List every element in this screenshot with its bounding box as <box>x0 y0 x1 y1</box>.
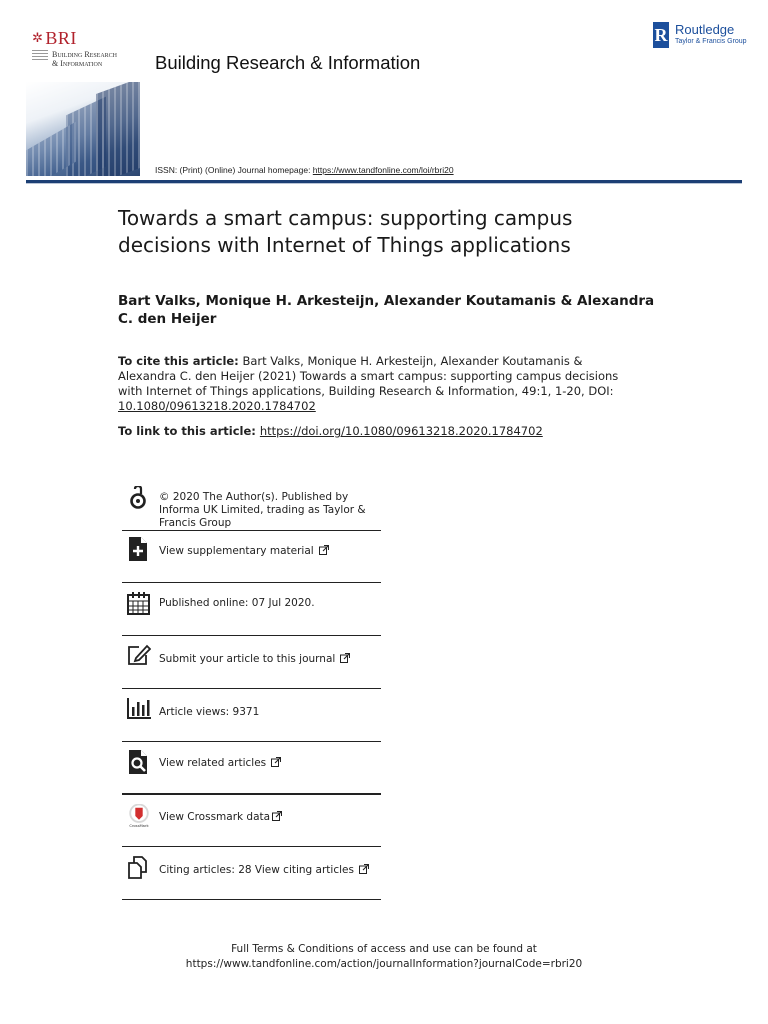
cite-label: To cite this article: <box>118 354 239 368</box>
views-row <box>122 689 381 742</box>
citing-label: Citing articles: 28 View citing articles <box>159 864 354 876</box>
article-views: Article views: 9371 <box>159 706 260 718</box>
crossmark-badge-text: CrossMark <box>129 824 149 828</box>
supplementary-icon <box>127 537 151 561</box>
bri-mark-text: BRI <box>45 28 77 48</box>
citation <box>118 354 638 414</box>
crossmark-icon <box>127 804 151 828</box>
bri-sub-line2: & Information <box>52 59 103 68</box>
article-info-list <box>122 484 381 900</box>
bri-decoration <box>32 50 48 70</box>
issn-text: ISSN: (Print) (Online) Journal homepage: <box>155 165 313 175</box>
external-link-icon <box>319 545 329 555</box>
citing-icon <box>127 856 151 880</box>
related-row[interactable] <box>122 742 381 795</box>
cite-text: Bart Valks, Monique H. Arkesteijn, Alexander Koutamanis & Alexandra C. den Heijer (2021) Towards a smart campus: supporting campus decisions with Internet of Things applications, Building Research & Information, 49:1, 1-20, DOI: <box>118 354 619 398</box>
footer <box>0 942 768 972</box>
cover-image <box>26 82 140 176</box>
publisher-logo[interactable] <box>653 22 753 50</box>
published-row <box>122 583 381 636</box>
bri-sub-line1: Building Research <box>52 50 118 59</box>
supplementary-label: View supplementary material <box>159 545 314 557</box>
article-link <box>118 424 638 439</box>
submit-label: Submit your article to this journal <box>159 653 336 665</box>
citing-row[interactable] <box>122 847 381 900</box>
calendar-icon <box>127 591 151 615</box>
license-row <box>122 484 381 531</box>
article-authors: Bart Valks, Monique H. Arkesteijn, Alexander Koutamanis & Alexandra C. den Heijer <box>118 293 655 327</box>
submit-row[interactable] <box>122 636 381 689</box>
supplementary-row[interactable] <box>122 531 381 583</box>
publisher-sub: Taylor & Francis Group <box>675 38 747 45</box>
article-title: Towards a smart campus: supporting campus decisions with Internet of Things applications <box>118 206 573 257</box>
related-search-icon <box>127 750 151 774</box>
journal-title[interactable]: Building Research & Information <box>155 52 421 73</box>
doi-link[interactable]: https://doi.org/10.1080/09613218.2020.1784702 <box>259 424 543 438</box>
crossmark-label: View Crossmark data <box>159 811 271 823</box>
license-text: © 2020 The Author(s). Published by Informa UK Limited, trading as Taylor & Francis Group <box>159 491 366 529</box>
cite-doi-link[interactable]: 10.1080/09613218.2020.1784702 <box>118 399 316 413</box>
external-link-icon <box>272 811 282 821</box>
footer-line1: Full Terms & Conditions of access and use can be found at <box>231 943 537 955</box>
homepage-link[interactable]: https://www.tandfonline.com/loi/rbri20 <box>312 165 454 175</box>
footer-terms-link[interactable]: https://www.tandfonline.com/action/journalInformation?journalCode=rbri20 <box>185 958 583 970</box>
journal-cover <box>26 26 140 176</box>
bri-logo <box>26 26 140 78</box>
published-date: Published online: 07 Jul 2020. <box>159 597 315 609</box>
routledge-r-icon: R <box>653 22 669 48</box>
related-label: View related articles <box>159 757 267 769</box>
external-link-icon <box>359 864 369 874</box>
external-link-icon <box>271 757 281 767</box>
open-access-icon <box>127 486 151 510</box>
external-link-icon <box>340 653 350 663</box>
link-label: To link to this article: <box>118 424 256 438</box>
crossmark-row[interactable] <box>122 795 381 847</box>
bri-star-icon: ✲ <box>32 30 44 45</box>
header-rule-shadow <box>26 183 742 184</box>
bar-chart-icon <box>127 697 151 721</box>
issn-line <box>155 165 454 175</box>
publisher-name: Routledge <box>675 22 735 37</box>
edit-icon <box>127 644 151 668</box>
